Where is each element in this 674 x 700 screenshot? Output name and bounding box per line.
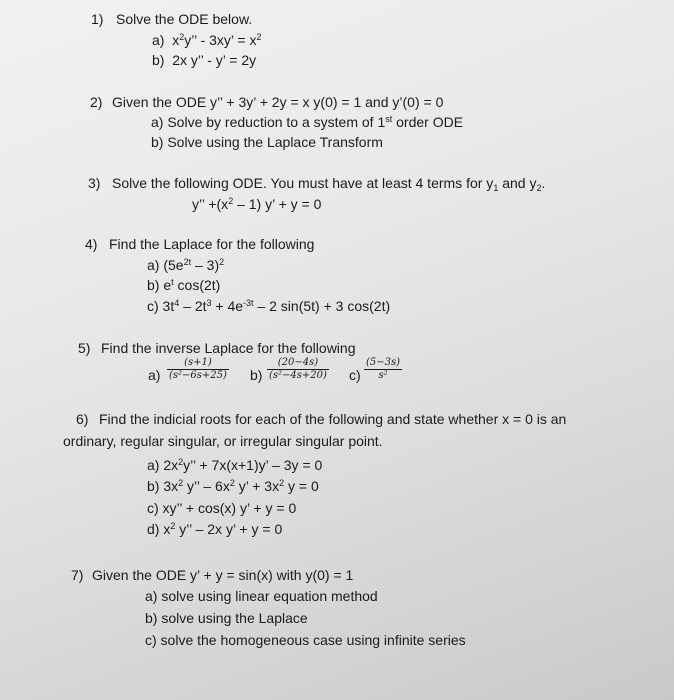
q7-part-b: b) solve using the Laplace xyxy=(145,610,308,626)
q2-part-b: b) Solve using the Laplace Transform xyxy=(151,134,383,150)
q1-number: 1) xyxy=(91,11,104,27)
q3-equation: y’’ $+(x^2 - 1) y$’ + y = 0 xyxy=(192,196,322,212)
q5-part-a-label: a) xyxy=(148,367,161,383)
q2-part-a: a) Solve by reduction to a system of 1st order ODE xyxy=(151,114,464,130)
q6-part-d: d) $x^2$ y’’ – 2x y’ + y = 0 xyxy=(147,521,283,537)
q5-fraction-c-numerator: (5−3s) xyxy=(366,357,401,368)
q5-fraction-b-denominator: (s²−4s+20) xyxy=(269,370,327,381)
q7-number: 7) xyxy=(71,567,84,583)
q5-fraction-a xyxy=(167,357,229,382)
q5-title: Find the inverse Laplace for the following xyxy=(101,340,356,356)
q3-title: Solve the following ODE. You must have at least 4 terms for $y_1$ and $y_2$. xyxy=(112,175,546,193)
q7-title: Given the ODE y’ + y = sin(x) with y(0) = 1 xyxy=(92,567,354,583)
q4-part-c: c) $3t^4 - 2t^3 + 4e^{-3t} - 2$ sin(5t) + 3 cos(2t) xyxy=(147,298,391,314)
q7-part-c: c) solve the homogeneous case using infinite series xyxy=(145,632,466,648)
q4-number: 4) xyxy=(85,236,98,252)
q1-part-a: a) $x^2y$’’ - 3xy’ = $x^2$ xyxy=(152,32,262,48)
q4-part-a: a) $(5e^{2t} - 3)^2$ xyxy=(147,257,225,273)
q5-number: 5) xyxy=(78,340,91,356)
q5-part-c-label: c) xyxy=(349,367,361,383)
q5-fraction-c-denominator: s² xyxy=(364,369,402,382)
q5-fraction-a-denominator: (s²−6s+25) xyxy=(169,370,227,381)
q2-title: Given the ODE y’’ + 3y’ + 2y = x y(0) = 1 and y’(0) = 0 xyxy=(112,94,444,110)
q4-part-b: b) $e^t$ cos(2t) xyxy=(147,277,221,293)
q4-title: Find the Laplace for the following xyxy=(109,236,315,252)
q6-part-b: b) $3x^2$ y’’ – $6x^2$ y’ + $3x^2$ y = 0 xyxy=(147,478,319,494)
q6-number: 6) xyxy=(76,411,89,427)
q7-part-a: a) solve using linear equation method xyxy=(145,588,378,604)
q6-title-line1: Find the indicial roots for each of the following and state whether x = 0 is an xyxy=(99,411,567,427)
q2-number: 2) xyxy=(90,94,103,110)
q3-number: 3) xyxy=(88,175,101,191)
q5-fraction-b xyxy=(267,357,329,382)
q5-part-b-label: b) xyxy=(250,367,263,383)
q6-title-line2: ordinary, regular singular, or irregular singular point. xyxy=(63,433,383,449)
q5-fraction-c xyxy=(364,357,402,382)
q5-fraction-a-numerator: (s+1) xyxy=(184,357,212,368)
q5-fraction-b-numerator: (20−4s) xyxy=(277,357,319,368)
q1-part-b: b) 2x y’’ - y’ = 2y xyxy=(152,52,257,68)
q6-part-a: a) $2x^2y$’’ + 7x(x+1)y’ – 3y = 0 xyxy=(147,457,323,473)
q1-title: Solve the ODE below. xyxy=(116,11,253,27)
q6-part-c: c) xy’’ + cos(x) y’ + y = 0 xyxy=(147,500,297,516)
